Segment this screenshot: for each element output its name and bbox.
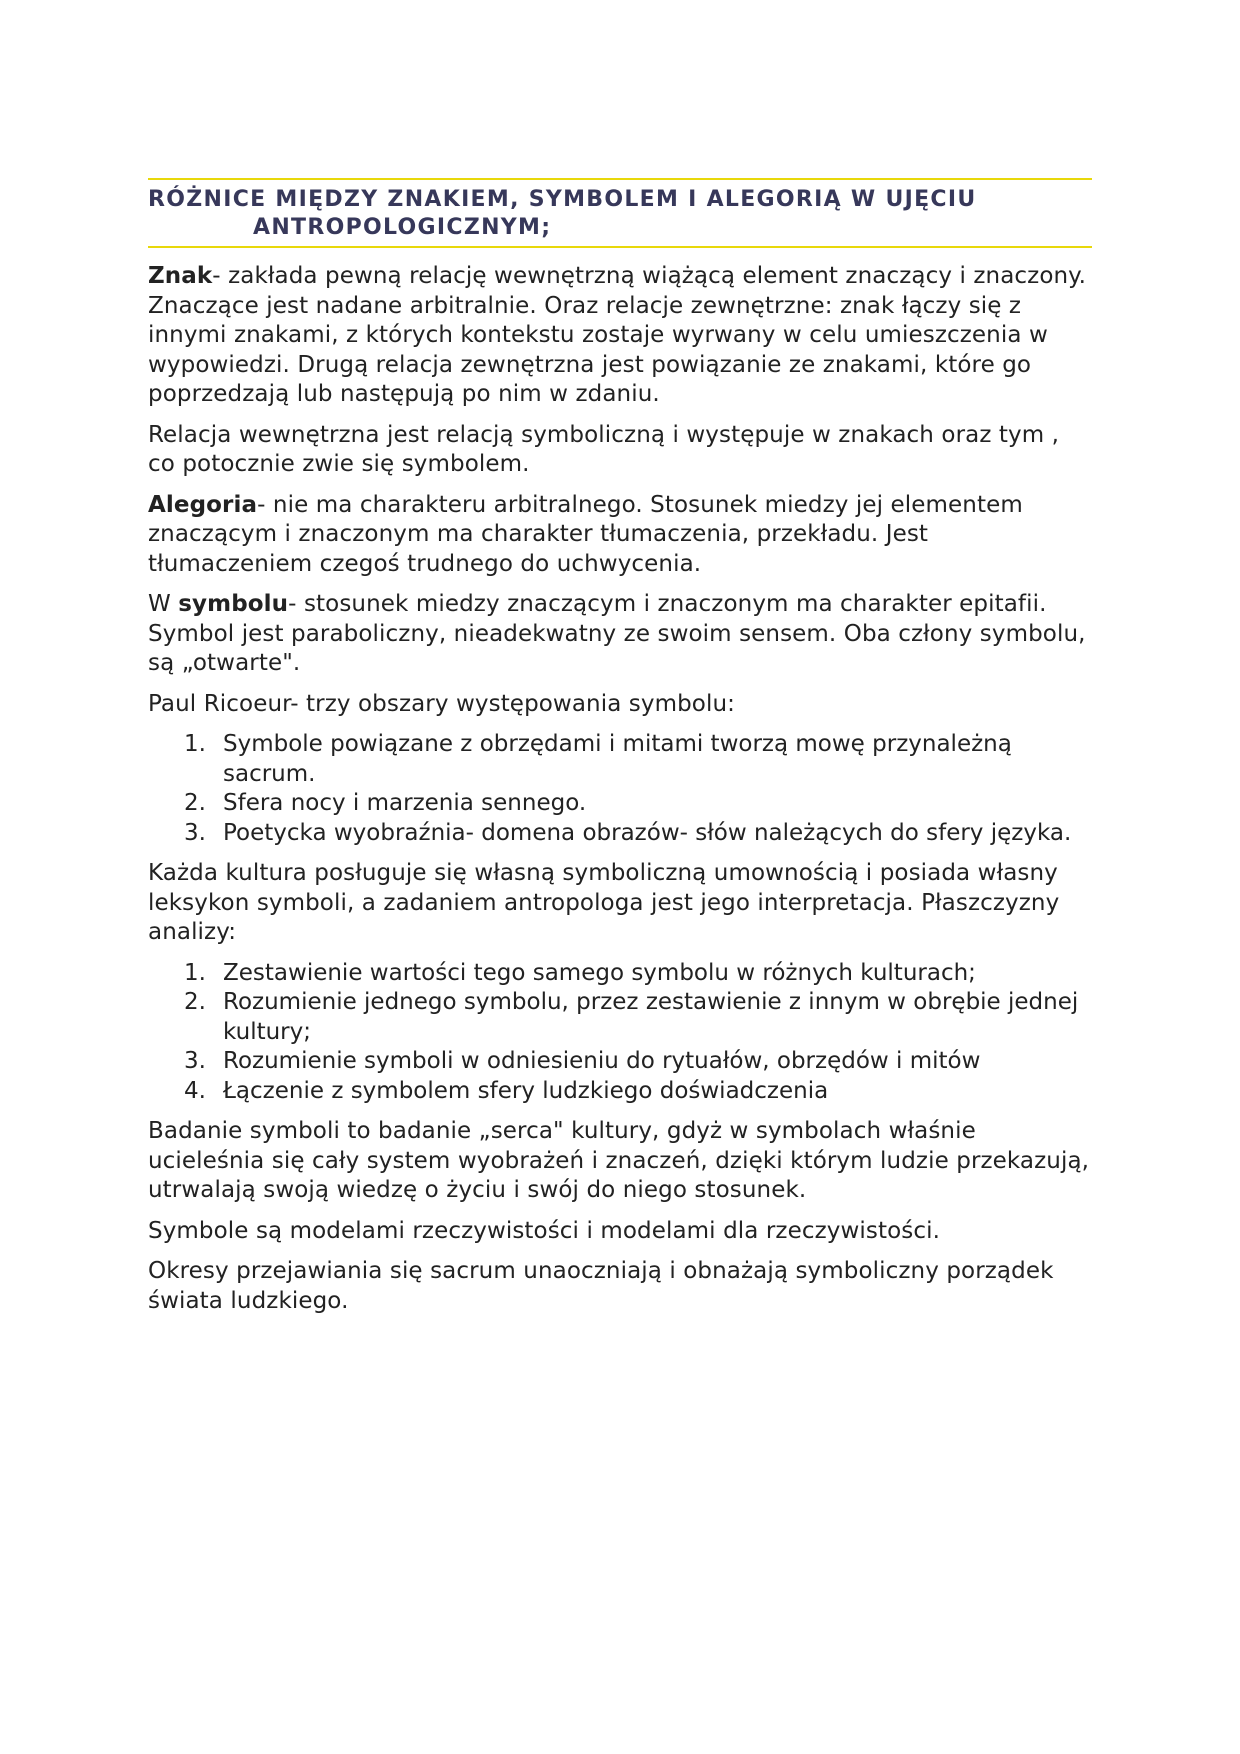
list-item <box>148 959 1092 989</box>
paragraph-badanie: Badanie symboli to badanie „serca" kultury, gdyż w symbolach właśnie ucieleśnia się cały system wyobrażeń i znaczeń, dzięki którym ludzie przekazują, utrwalają swoją wiedzę o życiu i swój do niego stosunek. <box>148 1118 1090 1203</box>
document-page <box>148 178 1092 1327</box>
paragraph-okresy: Okresy przejawiania się sacrum unaoczniają i obnażają symboliczny porządek świata ludzkiego. <box>148 1258 1054 1314</box>
list-item-text: Rozumienie jednego symbolu, przez zestawienie z innym w obrębie jednej kultury; <box>223 989 1079 1045</box>
list-item-text: Rozumienie symboli w odniesieniu do rytuałów, obrzędów i mitów <box>223 1048 981 1074</box>
list-item-text: Symbole powiązane z obrzędami i mitami tworzą mowę przynależną sacrum. <box>223 731 1012 787</box>
paragraph-kazda-kultura: Każda kultura posługuje się własną symboliczną umownością i posiada własny leksykon symboli, a zadaniem antropologa jest jego interpretacja. Płaszczyzny analizy: <box>148 860 1060 945</box>
ricoeur-list <box>148 730 1092 848</box>
title-line-1: RÓŻNICE MIĘDZY ZNAKIEM, SYMBOLEM I ALEGORIĄ W UJĘCIU <box>148 187 977 212</box>
list-item-text: Sfera nocy i marzenia sennego. <box>223 790 587 816</box>
list-number: 1. <box>184 731 206 757</box>
analysis-list <box>148 959 1092 1107</box>
list-number: 2. <box>184 989 206 1015</box>
list-number: 4. <box>184 1077 206 1104</box>
list-number: 3. <box>184 1048 206 1074</box>
list-number: 2. <box>184 790 206 816</box>
paragraph-znak <box>148 262 1092 410</box>
paragraph-relacja: Relacja wewnętrzna jest relacją symboliczną i występuje w znakach oraz tym , co potocznie zwie się symbolem. <box>148 421 1060 477</box>
list-item-text: Zestawienie wartości tego samego symbolu w różnych kulturach; <box>223 959 976 986</box>
list-number: 1. <box>184 959 206 986</box>
list-item <box>148 730 1092 789</box>
paragraph-ricoeur: Paul Ricoeur- trzy obszary występowania symbolu: <box>148 690 735 717</box>
list-item <box>148 1047 1092 1077</box>
title-block <box>148 178 1092 248</box>
list-item <box>148 1077 1092 1107</box>
alegoria-definition: - nie ma charakteru arbitralnego. Stosunek miedzy jej elementem znaczącym i znaczonym ma charakter tłumaczenia, przekładu. Jest tłumaczeniem czegoś trudnego do uchwycenia. <box>148 491 1023 577</box>
list-item <box>148 988 1092 1047</box>
symbol-definition: - stosunek miedzy znaczącym i znaczonym ma charakter epitafii. Symbol jest paraboliczny, nieadekwatny ze swoim sensem. Oba człony symbolu, są „otwarte". <box>148 591 1086 676</box>
term-symbol: symbolu <box>178 591 289 617</box>
paragraph-symbol <box>148 590 1092 679</box>
paragraph-modele: Symbole są modelami rzeczywistości i modelami dla rzeczywistości. <box>148 1217 940 1244</box>
znak-definition: - zakłada pewną relację wewnętrzną wiążącą element znaczący i znaczony. Znaczące jest nadane arbitralnie. Oraz relacje zewnętrzne: znak łączy się z innymi znakami, z których kontekstu zostaje wyrwany w celu umieszczenia w wypowiedzi. Drugą relacja zewnętrzna jest powiązanie ze znakami, które go poprzedzają lub następują po nim w zdaniu. <box>148 263 1087 407</box>
symbol-prefix: W <box>148 591 179 617</box>
list-number: 3. <box>184 819 206 846</box>
term-alegoria: Alegoria <box>148 491 258 518</box>
list-item-text: Poetycka wyobraźnia- domena obrazów- słów należących do sfery języka. <box>223 819 1072 846</box>
list-item-text: Łączenie z symbolem sfery ludzkiego doświadczenia <box>223 1077 829 1104</box>
list-item <box>148 789 1092 819</box>
title-line-2: ANTROPOLOGICZNYM; <box>253 215 552 240</box>
document-title <box>148 186 1092 242</box>
list-item <box>148 819 1092 849</box>
paragraph-alegoria <box>148 491 1092 580</box>
term-znak: Znak <box>148 263 213 289</box>
